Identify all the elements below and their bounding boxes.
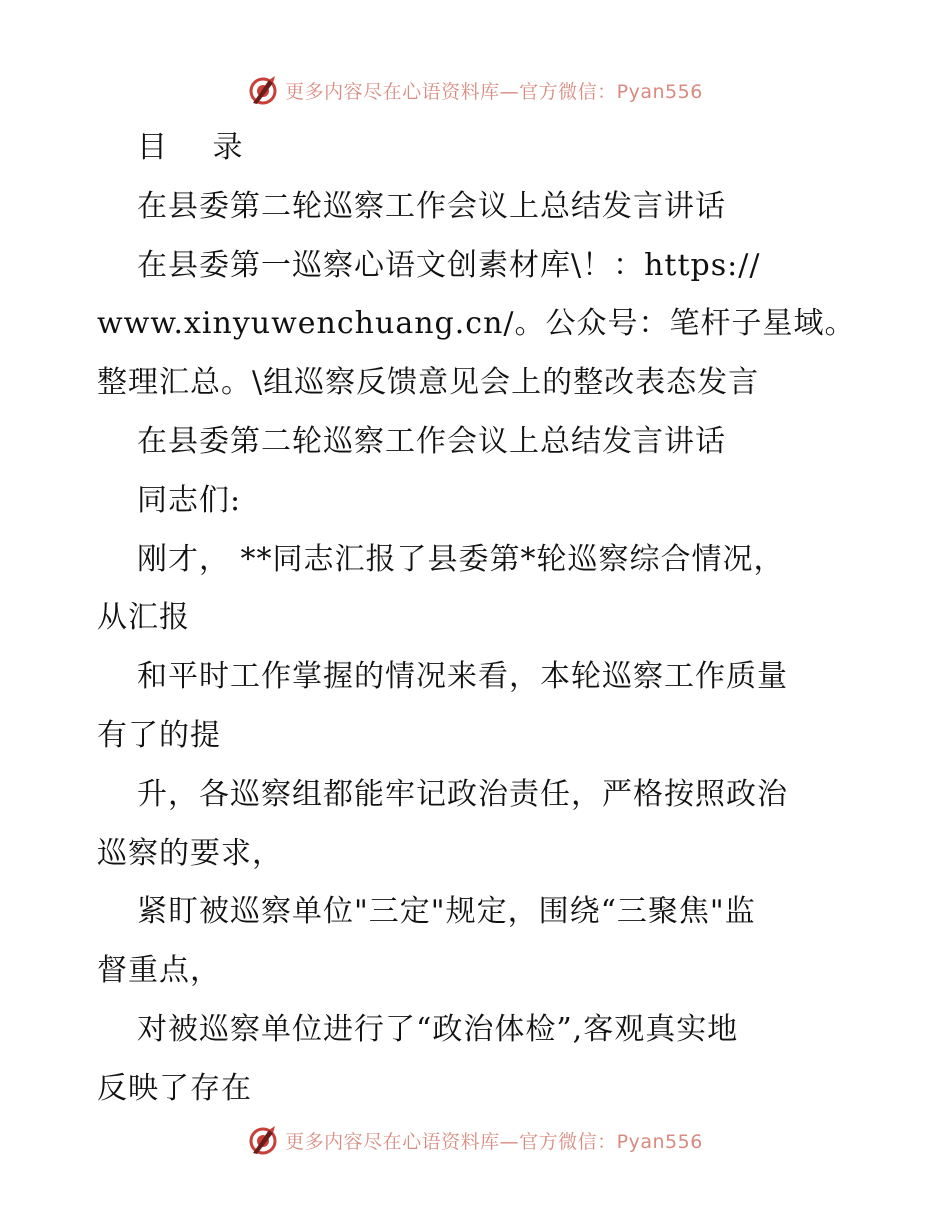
body-line: 有了的提 xyxy=(97,717,221,753)
toc-entry-1: 在县委第二轮巡察工作会议上总结发言讲话 xyxy=(137,188,726,224)
header-watermark xyxy=(0,70,950,110)
section-title: 在县委第二轮巡察工作会议上总结发言讲话 xyxy=(137,423,726,459)
watermark-text: 更多内容尽在心语资料库—官方微信：Pyan556 xyxy=(285,1130,703,1153)
quill-logo-icon xyxy=(247,1124,279,1156)
document-body xyxy=(97,119,857,1119)
body-line: 从汇报 xyxy=(97,600,190,636)
body-line: 对被巡察单位进行了“政治体检”,客观真实地 xyxy=(137,1011,739,1047)
body-line: 升，各巡察组都能牢记政治责任，严格按照政治 xyxy=(137,776,788,812)
body-line: 巡察的要求， xyxy=(97,835,283,871)
body-line: 和平时工作掌握的情况来看，本轮巡察工作质量 xyxy=(137,659,788,695)
body-line: 反映了存在 xyxy=(97,1070,252,1106)
salutation: 同志们: xyxy=(137,482,242,518)
toc-entry-2-line-2: www.xinyuwenchuang.cn/。公众号：笔杆子星域。 xyxy=(97,306,856,342)
body-line: 紧盯被巡察单位"三定"规定，围绕“三聚焦"监 xyxy=(137,894,756,930)
quill-logo-icon xyxy=(247,74,279,106)
toc-entry-2-line-3: 整理汇总。\组巡察反馈意见会上的整改表态发言 xyxy=(97,365,760,401)
watermark-text: 更多内容尽在心语资料库—官方微信：Pyan556 xyxy=(285,80,703,103)
footer-watermark xyxy=(0,1120,950,1160)
body-line: 刚才， **同志汇报了县委第*轮巡察综合情况， xyxy=(137,541,785,577)
toc-entry-2-line-1: 在县委第一巡察心语文创素材库\！：https:// xyxy=(137,247,761,283)
toc-heading: 目 录 xyxy=(137,130,261,165)
body-line: 督重点， xyxy=(97,953,221,989)
